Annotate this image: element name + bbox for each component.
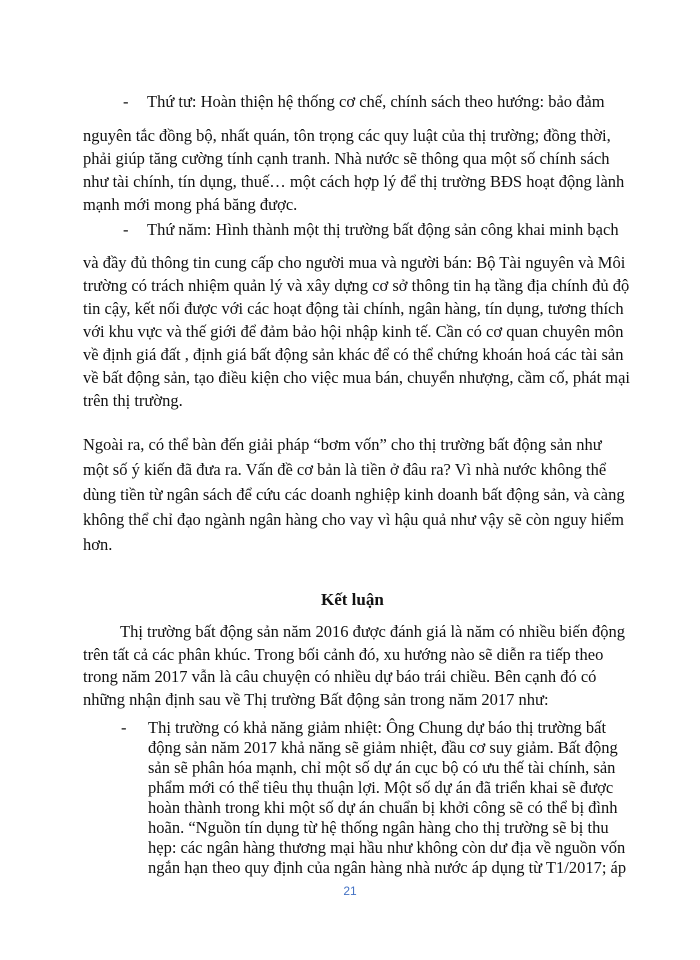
- text-line: trường có trách nhiệm quản lý và xây dựng cơ sở thông tin hạ tầng địa chính đủ độ: [83, 276, 630, 295]
- text-line: hoãn. “Nguồn tín dụng từ hệ thống ngân hàng cho thị trường sẽ bị thu: [148, 818, 609, 837]
- text-line: về định giá đất , định giá bất động sản khác để có thể chứng khoán hoá các tài sản: [83, 345, 624, 364]
- section-heading-conclusion: Kết luận: [321, 590, 384, 609]
- text-line: hoàn thành trong khi một số dự án chuẩn bị khởi công sẽ có thể bị đình: [148, 798, 618, 817]
- bullet-dash: -: [123, 220, 129, 239]
- text-line: không thể chỉ đạo ngành ngân hàng cho vay vì hậu quả như vậy sẽ còn nguy hiểm: [83, 510, 624, 529]
- text-line: mạnh mới mong phá băng được.: [83, 195, 298, 214]
- text-line: phải giúp tăng cường tính cạnh tranh. Nhà nước sẽ thông qua một số chính sách: [83, 149, 610, 168]
- text-line: một số ý kiến đã đưa ra. Vấn đề cơ bản là tiền ở đâu ra? Vì nhà nước không thể: [83, 460, 607, 479]
- text-line: về bất động sản, tạo điều kiện cho việc mua bán, chuyển nhượng, cầm cố, phát mại: [83, 368, 631, 387]
- text-line: Ngoài ra, có thể bàn đến giải pháp “bơm vốn” cho thị trường bất động sản như: [83, 435, 602, 454]
- text-line: động sản năm 2017 khả năng sẽ giảm nhiệt, đầu cơ suy giảm. Bất động: [148, 738, 618, 757]
- text-line: Thị trường bất động sản năm 2016 được đánh giá là năm có nhiều biến động: [120, 622, 626, 641]
- text-line: Thứ năm: Hình thành một thị trường bất động sản công khai minh bạch: [147, 220, 619, 239]
- text-line: Thứ tư: Hoàn thiện hệ thống cơ chế, chính sách theo hướng: bảo đảm: [147, 92, 605, 111]
- text-line: với khu vực và thế giới để đảm bảo hội nhập kinh tế. Cần có cơ quan chuyên môn: [83, 322, 624, 341]
- text-line: như tài chính, tín dụng, thuế… một cách hợp lý để thị trường BĐS hoạt động lành: [83, 172, 625, 191]
- text-line: ngắn hạn theo quy định của ngân hàng nhà nước áp dụng từ T1/2017; áp: [148, 858, 627, 877]
- text-line: phẩm mới có thể tiêu thụ thuận lợi. Một số dự án đã triển khai sẽ được: [148, 778, 614, 797]
- text-line: hẹp: các ngân hàng thương mại hầu như không còn dư địa về nguồn vốn: [148, 838, 626, 857]
- text-line: tin cậy, kết nối được với các hoạt động tài chính, ngân hàng, tín dụng, tương thích: [83, 299, 624, 318]
- text-line: hơn.: [83, 535, 113, 554]
- text-line: dùng tiền từ ngân sách để cứu các doanh nghiệp kinh doanh bất động sản, và càng: [83, 485, 625, 504]
- text-line: nguyên tắc đồng bộ, nhất quán, tôn trọng các quy luật của thị trường; đồng thời,: [83, 126, 611, 145]
- text-line: và đầy đủ thông tin cung cấp cho người mua và người bán: Bộ Tài nguyên và Môi: [83, 253, 626, 272]
- bullet-dash: -: [121, 718, 127, 737]
- text-line: Thị trường có khả năng giảm nhiệt: Ông Chung dự báo thị trường bất: [148, 718, 607, 737]
- text-line: trên tất cả các phân khúc. Trong bối cảnh đó, xu hướng nào sẽ diễn ra tiếp theo: [83, 645, 604, 664]
- text-line: những nhận định sau về Thị trường Bất động sản trong năm 2017 như:: [83, 690, 549, 709]
- text-line: sản sẽ phân hóa mạnh, chỉ một số dự án cục bộ có ưu thế tài chính, sản: [148, 758, 616, 777]
- bullet-dash: -: [123, 92, 129, 111]
- text-line: trên thị trường.: [83, 391, 183, 410]
- text-line: trong năm 2017 vẫn là câu chuyện có nhiều dự báo trái chiều. Bên cạnh đó có: [83, 667, 597, 686]
- page-number: 21: [343, 884, 357, 898]
